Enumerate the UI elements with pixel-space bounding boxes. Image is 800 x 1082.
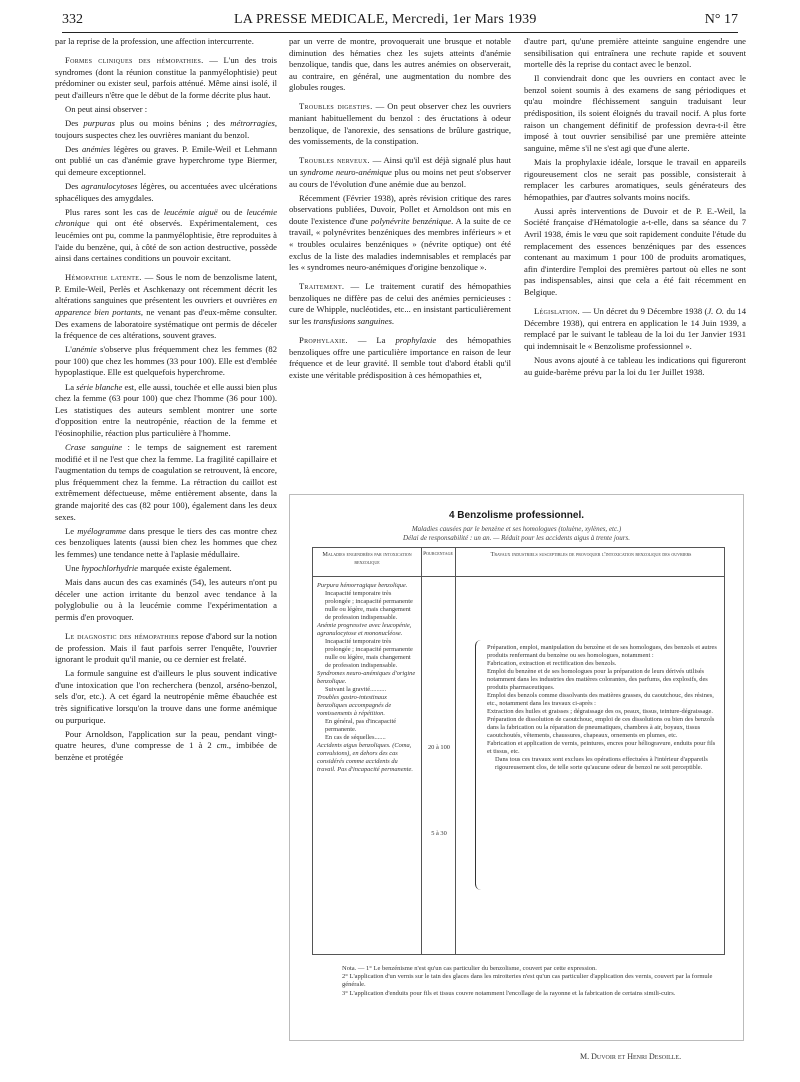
paragraph: Il conviendrait donc que les ouvriers en contact avec le benzol soient soumis à des examens de sang périodiques et qu'au moindre fléchissement sanguin traduisant leur prédisposition, ils soient éloignés du travail nocif. A plus forte raison un changement définitif de profession devra-t-il être imposé à tout ouvrier sensibilisé par une première atteinte sanguine, même s'il ne s'est agi que d'une alerte. xyxy=(524,73,746,153)
table-col-header: Maladies engendrées par intoxication benzolique xyxy=(322,551,412,566)
section-heading: Troubles digestifs. xyxy=(299,101,373,112)
table-note: 2° L'application d'un vernis sur le tain des glaces dans les miroiteries n'est qu'un cas particulier d'application des vernis, couvert par la formule générale. xyxy=(342,973,713,989)
paragraph: Nous avons ajouté à ce tableau les indications qui figureront au guide-barème prévu par la loi du 1er Juillet 1938. xyxy=(524,354,746,377)
paragraph: Crase sanguine : le temps de saignement est rarement modifié et il ne l'est que chez la femme. La fragilité capillaire et l'augmentation du temps de coagulation se retrouvent, là encore, plus fréquemment chez la femme. La rétraction du caillot est extrêmement défectueuse, même entièrement absente, dans la grande majorité des cas (82 pour 100), également dans les deux sexes. xyxy=(55,442,277,522)
paragraph: Le myélogramme dans presque le tiers des cas montre chez ces benzoliques latents (aussi bien chez les hommes que chez les femmes) une tendance nette à l'aplasie médullaire. xyxy=(55,525,277,559)
table-disease-list: Purpura hémorragique benzolique. Incapacité temporaire très prolongée ; incapacité permanente nulle ou légère, mais changement de profession indispensable. Anémie progressive avec leucopénie, agranulocytose et mononucléose. Incapacité temporaire très prolongée ; incapacité permanente nulle ou légère, mais changement de profession indispensable. Syndromes neuro-anémiques d'origine benzolique. Suivant la gravité.......... Troubles gastro-intestinaux benzoliques accompagnés de vomissements à répétition. En général, pas d'incapacité permanente. En cas de séquelles....... Accidents aigus benzoliques. (Coma, convulsions), en dehors des cas considérés comme accidents du travail. Pas d'incapacité permanente. xyxy=(317,582,416,773)
paragraph: par la reprise de la profession, une affection intercurrente. xyxy=(55,36,254,46)
page-number: 332 xyxy=(62,12,83,27)
table-notes xyxy=(342,965,732,998)
column-3 xyxy=(524,36,746,381)
table-note: 3° L'application d'enduits pour fils et tissus couvre notamment l'encollage de la rayonne et la fabrication de certains simili-cuirs. xyxy=(342,989,676,997)
section-heading: Prophylaxie. xyxy=(299,335,348,346)
paragraph: Prophylaxie. — La prophylaxie des hémopathies benzoliques offre une particulière importance en raison de leur fréquence et de leur gravité. Il semble tout d'abord établi qu'il existe une véritable prédisposition à ces hémopathies et, xyxy=(289,335,511,380)
article-signature: M. Duvoir et Henri Desoille. xyxy=(580,1052,682,1061)
paragraph: La série blanche est, elle aussi, touchée et elle aussi bien plus chez la femme (63 pour 100) que chez l'homme (36 pour 100). Les statistiques des auteurs semblent montrer une sorte d'opposition entre la neutropénie, réaction de la femme et l'éosinophilie, réaction plus particulière à l'homme. xyxy=(55,381,277,438)
paragraph: d'autre part, qu'une première atteinte sanguine engendre une sensibilisation qui entraînera une rechute rapide et souvent mortelle dès la reprise du contact avec le benzol. xyxy=(524,36,746,70)
table-subtitle: Délai de responsabilité : un an. — Réduit pour les accidents aigus à trente jours. xyxy=(403,534,630,542)
table-col-header: Pourcentage xyxy=(423,551,453,557)
paragraph: La formule sanguine est d'ailleurs le plus souvent indicative d'une intoxication que l'on recherchera (benzol, arséno-benzol, sels d'or, etc.). A cet égard la neutropénie même ébauchée est très significative lorsqu'on la trouve dans une forme anémique ou purpurique. xyxy=(55,668,277,725)
paragraph: Troubles nerveux. — Ainsi qu'il est déjà signalé plus haut un syndrome neuro-anémique plus ou moins net peut s'observer au cours de l'évolution d'une anémie due au benzol. xyxy=(289,155,511,189)
journal-title: LA PRESSE MEDICALE, Mercredi, 1er Mars 1939 xyxy=(234,12,537,27)
table-subtitle: Maladies causées par le benzène et ses homologues (toluène, xylènes, etc.) xyxy=(411,525,622,533)
issue-number: N° 17 xyxy=(704,12,738,27)
section-heading: Formes cliniques des hémopathies. xyxy=(65,55,204,66)
column-1 xyxy=(55,36,277,766)
page-header xyxy=(62,10,738,33)
table-works-list: Préparation, emploi, manipulation du benzène et de ses homologues, des benzols et autres produits renfermant du benzène ou ses homologues, notamment : Fabrication, extraction et rectification des benzols. Emploi du benzène et de ses homologues pour la préparation de leurs dérivés utilisés notamment dans les industries des matières colorantes, des parfums, des explosifs, des produits pharmaceutiques. Emploi des benzols comme dissolvants des matières grasses, du caoutchouc, des résines, etc., notamment dans les travaux ci-après : Extraction des huiles et graisses ; dégraissage des os, peaux, tissus, teinture-dégraissage. Préparation de dissolution de caoutchouc, emploi de ces dissolutions ou bien des benzols dans la fabrication ou la réparation de pneumatiques, chambres à air, boyaux, tissus caoutchoutés, vêtements, chaussures, chapeaux, ornements en plumes, etc. Fabrication et application de vernis, peintures, encres pour héliogravure, enduits pour fils et tissus, etc. Dans tous ces travaux sont exclues les opérations effectuées à l'intérieur d'appareils rigoureusement clos, de telle sorte qu'aucune odeur de benzol ne soit perceptible. xyxy=(487,644,717,771)
paragraph: Pour Arnoldson, l'application sur la peau, pendant vingt-quatre heures, d'une compresse de 1 à 2 cm., imbibée de benzène et protégée xyxy=(55,728,277,762)
legislation-table-box xyxy=(289,494,744,1041)
paragraph: Traitement. — Le traitement curatif des hémopathies benzoliques ne diffère pas de celui des anémies pernicieuses : cure de Whipple, nucléotides, etc... en insistant particulièrement sur les transfusions sanguines. xyxy=(289,281,511,327)
paragraph: Hémopathie latente. — Sous le nom de benzolisme latent, P. Emile-Weil, Perlès et Aschkenazy ont récemment décrit les altérations sanguines que présentent les ouvriers et ouvrières en apparence bien portants, ne venant pas d'eux-même consulter. Des examens de laboratoire systématique ont permis de déceler la fréquence de ces altérations, souvent graves. xyxy=(55,272,277,341)
table-percentage: 20 à 100 xyxy=(427,744,450,751)
column-2 xyxy=(289,36,511,384)
paragraph: L'anémie s'observe plus fréquemment chez les femmes (82 pour 100) que chez les hommes (33 pour 100). Elle est d'emblée hypoplastique. Elle est quelquefois hyperchrome. xyxy=(55,344,277,378)
paragraph: Troubles digestifs. — On peut observer chez les ouvriers maniant habituellement du benzol : des éructations à odeur benzolique, de l'anorexie, des sensations de brûlure gastrique, des vomissements, de la constipation. xyxy=(289,101,511,147)
paragraph: Des purpuras plus ou moins bénins ; des métrorragies, toujours suspectes chez les ouvrières maniant du benzol. xyxy=(55,118,278,140)
paragraph: Mais la prophylaxie idéale, lorsque le travail en appareils rigoureusement clos ne serait pas possible, consisterait à remplacer les carbures aromatiques, seuls générateurs des hémopathies, par d'autres solvants moins nocifs. xyxy=(524,156,746,202)
paragraph: Aussi après interventions de Duvoir et de P. E.-Weil, la Société française d'Hématologie a-t-elle, dans sa séance du 7 Avril 1938, émis le vœu que soit rapidement conduite l'étude du remplacement des essences benzéniques par des essences contenant au maximum 1 pour 100 de produits aromatiques, afin d'interdire l'emploi des premières partout où elles ne sont pas indispensables, ainsi que cela a été fait récemment en Belgique. xyxy=(524,205,746,297)
section-heading: Hémopathie latente. xyxy=(65,272,142,283)
paragraph: Plus rares sont les cas de leucémie aiguë ou de leucémie chronique qui ont été observés. Expérimentalement, ces leucémies ont pu, comme la panmyélophtisie, être reproduites à l'aide du benzène, qui, à côté de son action destructive, possède ainsi dans certaines conditions un pouvoir excitant. xyxy=(55,206,278,264)
paragraph: Des agranulocytoses légères, ou accentuées avec ulcérations sphacéliques des amygdales. xyxy=(55,181,277,203)
paragraph: Récemment (Février 1938), après révision critique des rares observations publiées, Duvoir, Pollet et Arnoldson ont mis en doute l'existence d'une polynévrite benzénique. A la suite de ce travail, « polynévrites benzéniques des membres inférieurs » et « troubles oculaires benzéniques » (névrite optique) ont été exclus de la liste des maladies indemnisables et remplacés par les « syndromes neuro-anémiques d'origine benzolique ». xyxy=(289,192,511,273)
section-heading: Législation. xyxy=(534,306,580,317)
table-note: Nota. — 1° Le benzénisme n'est qu'un cas particulier du benzolisme, couvert par cette expression. xyxy=(342,965,597,972)
paragraph: Des anémies légères ou graves. P. Emile-Weil et Lehmann ont publié un cas d'anémie grave hyperchrome type Biermer, qui demeure exceptionnel. xyxy=(55,143,277,177)
section-heading: Traitement. xyxy=(299,281,345,292)
paragraph: Législation. — Un décret du 9 Décembre 1938 (J. O. du 14 Décembre 1938), qui entrera en application le 14 Juin 1939, a remplacé par le suivant le tableau de la loi du 1er Janvier 1931 qui indemnisait le « Benzolisme professionnel ». xyxy=(524,306,747,351)
table-col-header: Travaux industriels susceptibles de provoquer l'intoxication benzolique des ouvriers xyxy=(490,551,692,558)
paragraph: On peut ainsi observer : xyxy=(65,103,148,114)
paragraph: Le diagnostic des hémopathies repose d'abord sur la notion de profession. Mais il faut parfois serrer l'enquête, l'ouvrier ignorant le produit qu'il manie, ou ce dernier est frelaté. xyxy=(55,630,277,665)
section-heading: Troubles nerveux. xyxy=(299,155,370,166)
paragraph: Formes cliniques des hémopathies. — L'un des trois syndromes (dont la réunion constitue la panmyélophtisie) peut prédominer ou exister seul, parfois atténué. Même ainsi isolé, il peut d'ailleurs n'être que le début de la forme décrite plus haut. xyxy=(55,55,277,100)
paragraph: Mais dans aucun des cas examinés (54), les auteurs n'ont pu déceler une action irritante du benzol avec tendance à la polyglobulie ou à la leucémie comme l'expérimentation a permis d'en provoquer. xyxy=(55,577,277,622)
table-title: 4 Benzolisme professionnel. xyxy=(448,510,585,521)
section-heading: Le diagnostic des hémopathies xyxy=(65,630,179,641)
table-brace xyxy=(475,640,484,890)
paragraph: par un verre de montre, provoquerait une brusque et notable diminution des hématies chez les sujets atteints d'anémie benzolique, tandis que, dans les autres anémies on observerait, au contraire, en général, une augmentation du nombre des globules rouges. xyxy=(289,36,511,93)
table-grid xyxy=(312,547,725,955)
table-percentage: 5 à 30 xyxy=(431,830,447,837)
paragraph: Une hypochlorhydrie marquée existe également. xyxy=(65,562,232,573)
